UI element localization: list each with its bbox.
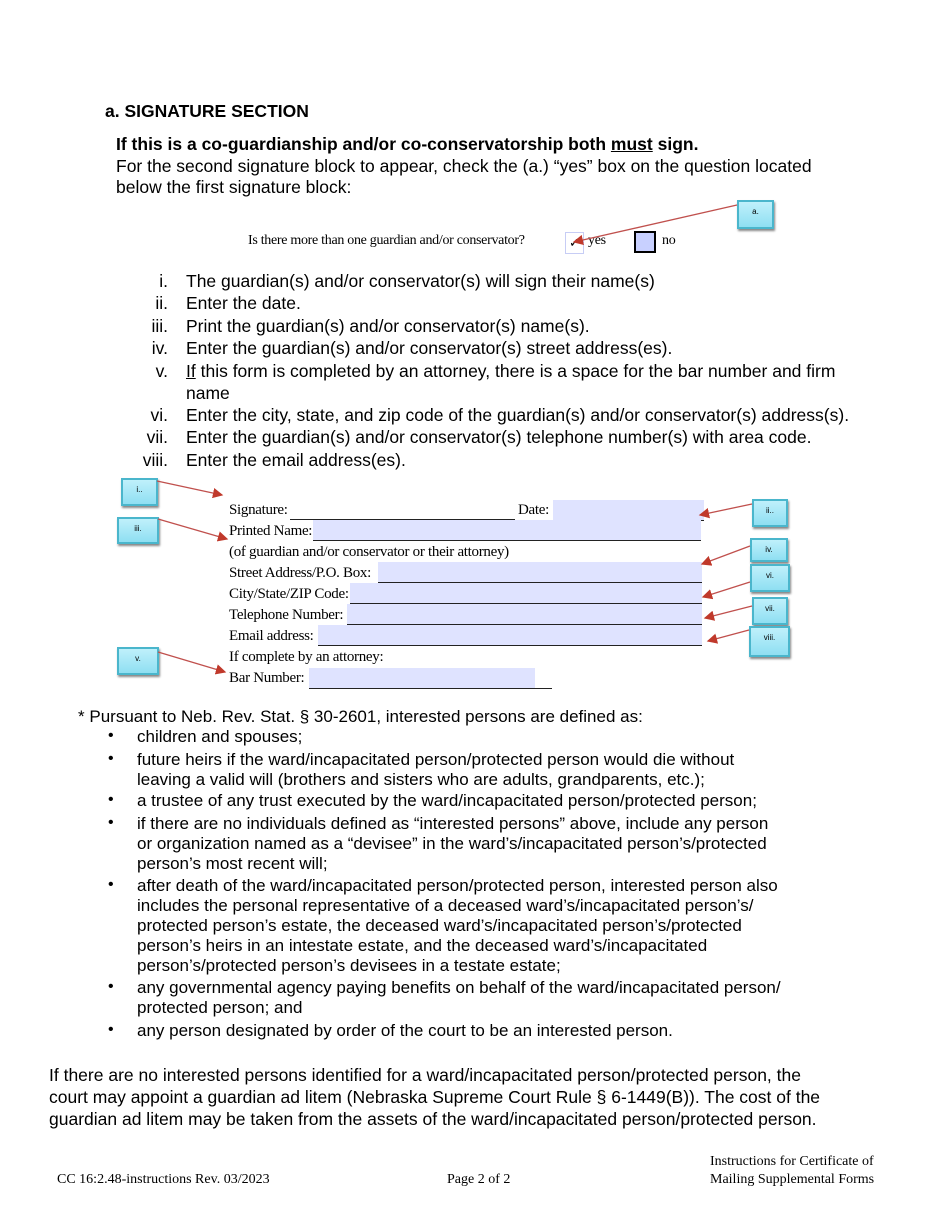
bullet-text: a trustee of any trust executed by the ward/incapacitated person/protected person; [137,791,757,810]
step-text-rest: this form is completed by an attorney, there is a space for the bar number and firm [195,361,836,381]
step-number: ii. [155,293,168,313]
bullet-text: or organization named as a “devisee” in the ward’s/incapacitated person’s/protected [137,834,767,853]
callout-iii: iii. [117,517,159,544]
step-number: vi. [150,405,168,425]
email-label: Email address: [229,628,314,644]
step-number: i. [159,271,168,291]
step-number: v. [155,361,168,381]
arrow-ii [700,504,752,515]
arrow-i [157,481,222,495]
step-text: Enter the date. [186,293,301,313]
bullet-text: person’s/protected person’s devisees in a testate estate; [137,956,561,975]
closing-line: guardian ad litem may be taken from the assets of the ward/incapacitated person/protected person. [49,1109,817,1129]
callout-i: i.. [121,478,158,506]
arrow-viii [708,630,749,641]
step-text: Enter the city, state, and zip code of the guardian(s) and/or conservator(s) address(s). [186,405,850,425]
telephone-label: Telephone Number: [229,607,344,623]
footnote-star: * [78,707,85,726]
callout-iv: iv. [750,538,788,562]
bullet-text: includes the personal representative of a deceased ward’s/incapacitated person’s/ [137,896,754,915]
callout-vi: vi. [750,564,790,592]
step-number: viii. [142,450,168,470]
closing-line: court may appoint a guardian ad litem (Nebraska Supreme Court Rule § 6-1449(B)). The cost of the [49,1087,821,1107]
footnote-intro-text: Pursuant to Neb. Rev. Stat. § 30-2601, interested persons are defined as: [89,707,643,726]
arrow-a [574,205,737,242]
footer-title-1: Instructions for Certificate of [710,1154,874,1169]
step-text: Enter the guardian(s) and/or conservator(s) street address(es). [186,338,673,358]
bullet-icon: • [108,750,114,767]
bullet-text: protected person; and [137,998,303,1017]
footnote-intro [78,706,643,727]
step-text: Print the guardian(s) and/or conservator(s) name(s). [186,316,590,336]
step-if: If [186,361,196,381]
question-text: Is there more than one guardian and/or conservator? [248,233,525,248]
arrow-iv [702,546,750,564]
step-text-cont: name [186,383,230,403]
city-label: City/State/ZIP Code: [229,586,349,602]
notice-post: sign. [652,134,699,154]
footer-form-id: CC 16:2.48-instructions Rev. 03/2023 [57,1172,270,1187]
callout-a: a. [737,200,774,229]
bullet-text: any governmental agency paying benefits on behalf of the ward/incapacitated person/ [137,978,781,997]
bullet-text: person’s heirs in an intestate estate, and the deceased ward’s/incapacitated [137,936,708,955]
check-icon: ✓ [569,235,580,250]
callout-ii: ii.. [752,499,788,527]
bullet-text: person’s most recent will; [137,854,328,873]
notice-pre: If this is a co-guardianship and/or co-conservatorship both [116,134,611,154]
step-text: Enter the guardian(s) and/or conservator(s) telephone number(s) with area code. [186,427,812,447]
callout-viii: viii. [749,626,790,657]
arrow-vii [705,606,752,618]
bullet-text: if there are no individuals defined as “interested persons” above, include any person [137,814,769,833]
step-number: iii. [151,316,168,336]
bullet-text: future heirs if the ward/incapacitated person/protected person would die without [137,750,735,769]
bullet-text: children and spouses; [137,727,303,746]
section-heading: a. SIGNATURE SECTION [105,101,309,121]
bullet-icon: • [108,791,114,808]
bullet-icon: • [108,727,114,744]
callout-v: v. [117,647,159,675]
yes-label: yes [588,233,606,248]
bar-number-label: Bar Number: [229,670,305,686]
arrow-v [158,652,225,672]
arrow-vi [703,582,750,597]
bullet-icon: • [108,814,114,831]
intro-line-1: For the second signature block to appear, check the (a.) “yes” box on the question located [116,156,812,176]
printed-name-label: Printed Name: [229,523,313,539]
step-number: iv. [151,338,168,358]
closing-line: If there are no interested persons identified for a ward/incapacitated person/protected person, the [49,1065,801,1085]
step-text: Enter the email address(es). [186,450,406,470]
bullet-icon: • [108,978,114,995]
of-guardian-label: (of guardian and/or conservator or their attorney) [229,544,509,560]
notice-must: must [610,134,653,154]
footer-title-2: Mailing Supplemental Forms [710,1172,875,1187]
step-number: vii. [146,427,168,447]
street-label: Street Address/P.O. Box: [229,565,371,581]
bullet-icon: • [108,876,114,893]
arrow-iii [158,519,227,539]
bullet-text: leaving a valid will (brothers and sisters who are adults, grandparents, etc.); [137,770,705,789]
attorney-label: If complete by an attorney: [229,649,384,665]
bullet-icon: • [108,1021,114,1038]
bullet-text: any person designated by order of the court to be an interested person. [137,1021,673,1040]
no-label: no [662,233,676,248]
callout-vii: vii. [752,597,788,625]
bullet-text: protected person’s estate, the deceased ward’s/incapacitated person’s/protected [137,916,742,935]
intro-line-2: below the first signature block: [116,177,352,197]
step-text: The guardian(s) and/or conservator(s) will sign their name(s) [186,271,655,291]
footer-page: Page 2 of 2 [447,1172,511,1187]
date-label: Date: [518,502,549,518]
bullet-text: after death of the ward/incapacitated person/protected person, interested person also [137,876,778,895]
signature-label: Signature: [229,502,288,518]
